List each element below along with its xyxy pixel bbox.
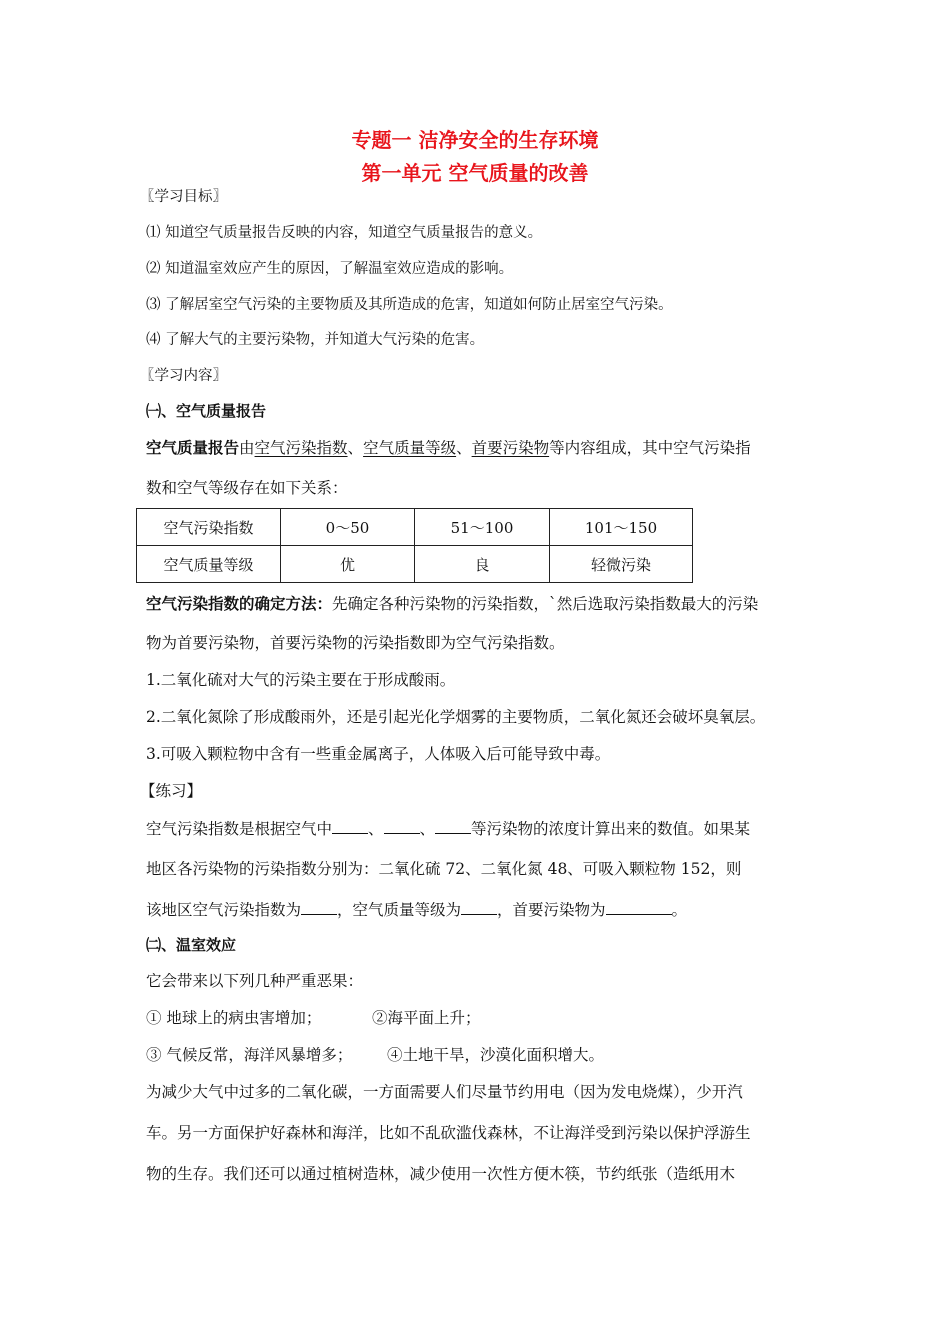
- answer-blank[interactable]: [301, 900, 337, 915]
- text-span: 等内容组成，其中空气污染指: [549, 439, 751, 457]
- aqi-table: [136, 508, 693, 583]
- exercise-line: 地区各污染物的污染指数分别为：二氧化硫 72、二氧化氮 48、可吸入颗粒物 152，则: [146, 860, 742, 878]
- table-cell: 101～150: [550, 509, 693, 546]
- table-cell: 优: [281, 546, 415, 583]
- goal-item: ⑷ 了解大气的主要污染物，并知道大气污染的危害。: [146, 332, 485, 348]
- method-paragraph-line2: 物为首要污染物，首要污染物的污染指数即为空气污染指数。: [146, 634, 565, 652]
- report-paragraph-line2: 数和空气等级存在如下关系：: [146, 479, 348, 497]
- text-span: 、: [419, 820, 436, 838]
- text-span: 、: [347, 439, 364, 457]
- underlined-term: 空气污染指数: [254, 439, 348, 457]
- answer-blank[interactable]: [384, 819, 420, 834]
- table-row: [137, 546, 693, 583]
- content-heading: 〖学习内容〗: [140, 368, 227, 384]
- goal-item: ⑶ 了解居室空气污染的主要物质及其所造成的危害，知道如何防止居室空气污染。: [146, 297, 673, 313]
- consequence-item: ④土地干旱，沙漠化面积增大。: [387, 1046, 605, 1064]
- goal-item: ⑴ 知道空气质量报告反映的内容，知道空气质量报告的意义。: [146, 225, 543, 241]
- goals-heading: 〖学习目标〗: [140, 189, 227, 205]
- answer-blank[interactable]: [606, 900, 672, 915]
- text-span: ，空气质量等级为: [337, 901, 462, 919]
- paragraph-line: 车。另一方面保护好森林和海洋，比如不乱砍滥伐森林，不让海洋受到污染以保护浮游生: [146, 1124, 751, 1142]
- report-paragraph: [146, 436, 751, 458]
- underlined-term: 空气质量等级: [363, 439, 457, 457]
- table-cell: 空气污染指数: [137, 509, 281, 546]
- consequence-item: ②海平面上升；: [372, 1009, 481, 1027]
- unit-title: 第一单元 空气质量的改善: [361, 161, 589, 185]
- consequence-item: ① 地球上的病虫害增加；: [146, 1009, 322, 1027]
- text-span: ，首要污染物为: [497, 901, 606, 919]
- answer-blank[interactable]: [332, 819, 368, 834]
- report-term: 空气质量报告: [146, 439, 240, 457]
- table-cell: 轻微污染: [550, 546, 693, 583]
- text-span: 先确定各种污染物的污染指数，`然后选取污染指数最大的污染: [332, 595, 759, 613]
- paragraph-line: 为减少大气中过多的二氧化碳，一方面需要人们尽量节约用电（因为发电烧煤），少开汽: [146, 1083, 743, 1101]
- method-paragraph: [146, 592, 758, 614]
- text-span: 该地区空气污染指数为: [146, 901, 302, 919]
- text-span: 、: [368, 820, 384, 838]
- consequence-item: ③ 气候反常，海洋风暴增多；: [146, 1046, 353, 1064]
- paragraph-line: 物的生存。我们还可以通过植树造林，减少使用一次性方便木筷，节约纸张（造纸用木: [146, 1165, 736, 1183]
- answer-blank[interactable]: [435, 819, 471, 834]
- method-term: 空气污染指数的确定方法：: [146, 595, 333, 613]
- text-span: 、: [456, 439, 472, 457]
- text-span: 空气污染指数是根据空气中: [146, 820, 333, 838]
- point-item: 1.二氧化硫对大气的污染主要在于形成酸雨。: [146, 671, 456, 689]
- table-cell: 51～100: [415, 509, 550, 546]
- answer-blank[interactable]: [461, 900, 497, 915]
- table-cell: 良: [415, 546, 550, 583]
- text-span: 等污染物的浓度计算出来的数值。如果某: [471, 820, 751, 838]
- text-span: 。: [671, 901, 688, 919]
- exercise-line: [146, 898, 687, 920]
- exercise-heading: 【练习】: [140, 782, 203, 800]
- table-cell: 空气质量等级: [137, 546, 281, 583]
- topic-title: 专题一 洁净安全的生存环境: [351, 128, 599, 152]
- exercise-line: [146, 817, 750, 839]
- section1-heading: ㈠、空气质量报告: [146, 402, 267, 420]
- point-item: 2.二氧化氮除了形成酸雨外，还是引起光化学烟雾的主要物质，二氧化氮还会破坏臭氧层。: [146, 708, 766, 726]
- table-row: [137, 509, 693, 546]
- consequences-intro: 它会带来以下列几种严重恶果：: [146, 972, 364, 990]
- table-cell: 0～50: [281, 509, 415, 546]
- underlined-term: 首要污染物: [471, 439, 550, 457]
- text-span: 由: [239, 439, 255, 457]
- section2-heading: ㈡、温室效应: [146, 936, 237, 954]
- point-item: 3.可吸入颗粒物中含有一些重金属离子，人体吸入后可能导致中毒。: [146, 745, 611, 763]
- goal-item: ⑵ 知道温室效应产生的原因，了解温室效应造成的影响。: [146, 261, 514, 277]
